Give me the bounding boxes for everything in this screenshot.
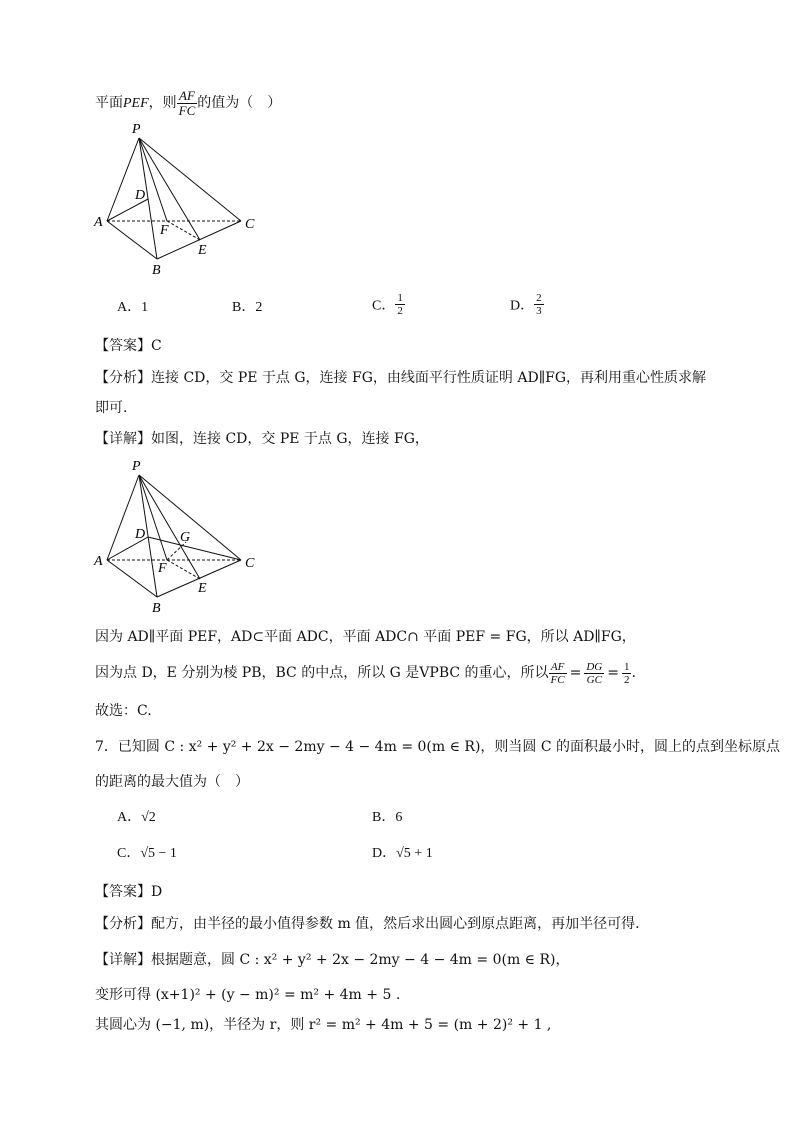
q6-stem-frac-num: AF <box>177 89 198 104</box>
q7-detail-line1 <box>95 985 400 1005</box>
label-e: E <box>198 581 207 596</box>
q7-number: 7． <box>95 739 118 755</box>
q6-analysis-tag: 【分析】 <box>95 370 151 386</box>
q6-option-c-fraction <box>395 292 405 317</box>
q6-option-c-num: 1 <box>397 292 403 304</box>
q6-detail-frac3-den: 2 <box>623 673 630 686</box>
q7-analysis <box>95 914 640 934</box>
edge-pf <box>139 475 167 560</box>
edge-fe-hidden <box>167 560 200 579</box>
q6-stem-text: 平面 <box>95 95 123 111</box>
q6-stem-mid: ，则 <box>148 95 177 111</box>
q6-detail-frac2 <box>584 661 604 686</box>
q6-detail-line1-text: 因为 AD∥平面 PEF，AD⊂平面 ADC，平面 ADC∩ 平面 PEF = FG，所以 AD∥FG， <box>95 629 636 645</box>
q7-analysis-text: 配方，由半径的最小值得参数 m 值，然后求出圆心到原点距离，再加半径可得. <box>151 916 640 932</box>
q7-option-c <box>117 843 177 865</box>
q7-detail-line1-text: 变形可得 (x+1)² + (y − m)² = m² + 4m + 5 . <box>95 987 401 1003</box>
q6-analysis-line2 <box>95 398 127 418</box>
label-c: C <box>245 217 255 232</box>
q6-stem-end: 的值为（ ） <box>197 95 282 111</box>
q7-stem-text2: 的距离的最大值为（ ） <box>95 774 249 790</box>
q6-option-b <box>232 297 262 319</box>
q7-stem-text1: 已知圆 C : x² + y² + 2x − 2my − 4 − 4m = 0(m ∈ R)，则当圆 C 的面积最小时，圆上的点到坐标原点 <box>117 739 781 755</box>
q6-option-b-label: B． <box>232 300 256 315</box>
q7-stem-line1 <box>95 737 780 757</box>
label-g: G <box>180 530 191 545</box>
q7-detail-intro <box>95 950 570 970</box>
label-p: P <box>132 459 141 474</box>
edge-pa <box>107 138 139 221</box>
q6-detail-frac1-num: AF <box>549 661 567 674</box>
q6-detail-period: . <box>631 665 636 681</box>
q6-detail-frac2-num: DG <box>586 660 603 673</box>
q6-detail-frac3-num: 1 <box>623 660 630 673</box>
edge-ab <box>107 221 157 259</box>
q7-answer-value: D <box>151 884 163 900</box>
q7-detail-tag: 【详解】 <box>95 952 151 968</box>
figure-pyramid-1 <box>90 118 270 283</box>
q6-option-c-den: 2 <box>397 305 403 317</box>
q7-option-a-label: A． <box>117 810 142 825</box>
label-f: F <box>160 223 169 238</box>
q7-answer <box>95 882 162 902</box>
q6-option-d-den: 3 <box>536 305 542 317</box>
q7-option-b-value: 6 <box>395 810 403 825</box>
label-d: D <box>135 527 146 542</box>
q6-stem-frac-den: FC <box>178 102 196 118</box>
q6-option-a-label: A． <box>117 300 142 315</box>
q7-option-c-value: √5 − 1 <box>140 846 177 861</box>
edge-pa <box>107 475 139 560</box>
edge-ab <box>107 560 157 597</box>
figure-pyramid-2 <box>90 455 270 620</box>
q7-option-d <box>372 843 433 865</box>
label-c: C <box>245 556 255 571</box>
q6-analysis-text2: 即可. <box>95 400 128 416</box>
q7-stem-line2 <box>95 772 249 792</box>
q7-option-d-value: √5 + 1 <box>396 846 433 861</box>
q7-answer-tag: 【答案】 <box>95 884 151 900</box>
q6-option-c <box>372 292 405 317</box>
q7-option-d-label: D． <box>372 846 397 861</box>
label-b: B <box>152 263 161 278</box>
label-f: F <box>158 561 167 576</box>
q6-detail-tag: 【详解】 <box>95 431 151 447</box>
q6-stem <box>95 88 281 118</box>
q6-option-d-num: 2 <box>536 292 542 304</box>
q6-answer <box>95 336 162 356</box>
q7-option-b-label: B． <box>372 810 396 825</box>
edge-pf <box>139 138 167 221</box>
edge-pc <box>139 138 241 221</box>
label-b: B <box>152 601 161 616</box>
edge-pe <box>139 138 200 240</box>
q7-option-a-value: √2 <box>141 810 156 825</box>
q6-conclusion-text: 故选：C. <box>95 703 152 719</box>
q6-option-a <box>117 297 148 319</box>
q7-option-a <box>117 807 156 829</box>
q6-option-d <box>510 292 544 317</box>
label-a: A <box>94 554 103 569</box>
q6-detail-frac1-den: FC <box>550 673 565 686</box>
q7-analysis-tag: 【分析】 <box>95 916 151 932</box>
edge-fe-hidden <box>167 221 200 240</box>
q6-option-d-label: D． <box>510 298 535 314</box>
label-e: E <box>198 243 207 258</box>
q6-detail-line2-text: 因为点 D，E 分别为棱 PB，BC 的中点，所以 G 是VPBC 的重心，所以 <box>95 665 549 681</box>
q6-option-d-fraction <box>534 292 544 317</box>
q6-detail-intro <box>95 429 429 449</box>
q6-answer-tag: 【答案】 <box>95 338 151 354</box>
q6-answer-value: C <box>151 338 162 354</box>
q6-conclusion <box>95 701 152 721</box>
q6-stem-plane: PEF <box>123 96 149 111</box>
q6-detail-eq1: = <box>569 665 582 681</box>
q6-analysis-line1 <box>95 368 706 388</box>
q7-option-c-label: C． <box>117 846 141 861</box>
q7-option-b <box>372 807 402 829</box>
q6-analysis-text1: 连接 CD，交 PE 于点 G，连接 FG，由线面平行性质证明 AD∥FG，再利用重心性质求解 <box>151 370 707 386</box>
q6-detail-frac2-den: GC <box>586 673 602 686</box>
label-a: A <box>94 215 103 230</box>
q6-option-b-value: 2 <box>255 300 263 315</box>
q6-option-a-value: 1 <box>141 300 149 315</box>
label-p: P <box>132 122 141 137</box>
q6-stem-fraction <box>177 89 198 118</box>
q6-option-c-label: C． <box>372 298 396 314</box>
q7-detail-intro-text: 根据题意，圆 C : x² + y² + 2x − 2my − 4 − 4m = 0(m ∈ R)， <box>151 952 570 968</box>
q7-detail-line2 <box>95 1015 551 1035</box>
q6-detail-frac1 <box>549 661 567 686</box>
q6-detail-eq2: = <box>607 665 619 681</box>
q6-detail-line1 <box>95 627 636 647</box>
edge-pe <box>139 475 200 579</box>
label-d: D <box>135 188 146 203</box>
q7-detail-line2-text: 其圆心为 (−1, m)，半径为 r，则 r² = m² + 4m + 5 = (m + 2)² + 1 , <box>95 1017 552 1033</box>
q6-detail-intro-text: 如图，连接 CD，交 PE 于点 G，连接 FG， <box>151 431 429 447</box>
q6-detail-line2 <box>95 655 636 691</box>
